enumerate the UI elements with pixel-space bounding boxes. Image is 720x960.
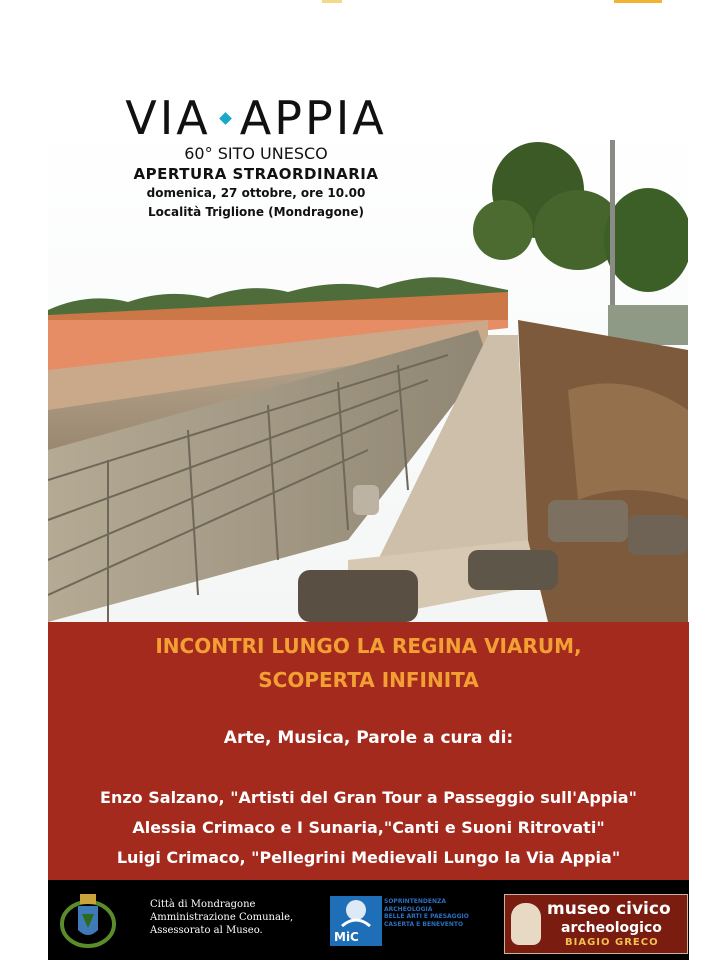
mic-logo-icon bbox=[330, 896, 382, 946]
event-title-block bbox=[96, 92, 416, 222]
top-strip-decoration bbox=[322, 0, 342, 3]
city-text bbox=[150, 898, 293, 937]
event-date: domenica, 27 ottobre, ore 10.00 bbox=[146, 186, 366, 200]
talk-item: Luigi Crimaco, "Pellegrini Medievali Lungo la Via Appia" bbox=[116, 848, 621, 867]
event-name: APERTURA STRAORDINARIA bbox=[133, 165, 379, 183]
museo-line-3: BIAGIO GRECO bbox=[565, 937, 659, 948]
city-crest-icon bbox=[56, 886, 120, 950]
unesco-subtitle: 60° SITO UNESCO bbox=[184, 144, 328, 163]
soprintendenza-line: CASERTA E BENEVENTO bbox=[384, 920, 464, 928]
talk-item: Alessia Crimaco e I Sunaria,"Canti e Suoni Ritrovati" bbox=[132, 818, 605, 837]
soprintendenza-text bbox=[384, 898, 469, 928]
soprintendenza-line: SOPRINTENDENZA bbox=[384, 898, 447, 905]
soprintendenza-line: BELLE ARTI E PAESAGGIO bbox=[384, 913, 469, 920]
logo-word-appia: APPIA bbox=[239, 91, 387, 145]
headline-line-2: SCOPERTA INFINITA bbox=[258, 668, 479, 692]
city-line: Città di Mondragone bbox=[150, 899, 256, 910]
talk-item: Enzo Salzano, "Artisti del Gran Tour a Passeggio sull'Appia" bbox=[100, 788, 637, 807]
museum-face-icon bbox=[511, 903, 541, 945]
curated-by-label: Arte, Musica, Parole a cura di: bbox=[223, 728, 514, 748]
soprintendenza-line: ARCHEOLOGIA bbox=[384, 905, 433, 913]
top-strip-accent bbox=[614, 0, 662, 3]
via-appia-logo bbox=[96, 92, 416, 144]
logo-diamond-icon bbox=[219, 112, 232, 125]
logo-word-via: VIA bbox=[125, 91, 211, 145]
museo-line-2: archeologico bbox=[561, 920, 662, 936]
museo-civico-logo bbox=[504, 894, 688, 954]
headline-line-1: INCONTRI LUNGO LA REGINA VIARUM, bbox=[155, 634, 582, 658]
city-line: Assessorato al Museo. bbox=[150, 925, 263, 936]
museo-line-1: museo civico bbox=[547, 899, 671, 919]
sponsor-footer bbox=[48, 880, 689, 960]
mic-label: MiC bbox=[334, 930, 359, 944]
event-location: Località Triglione (Mondragone) bbox=[148, 205, 364, 219]
program-panel bbox=[48, 622, 689, 880]
city-line: Amministrazione Comunale, bbox=[150, 912, 294, 923]
